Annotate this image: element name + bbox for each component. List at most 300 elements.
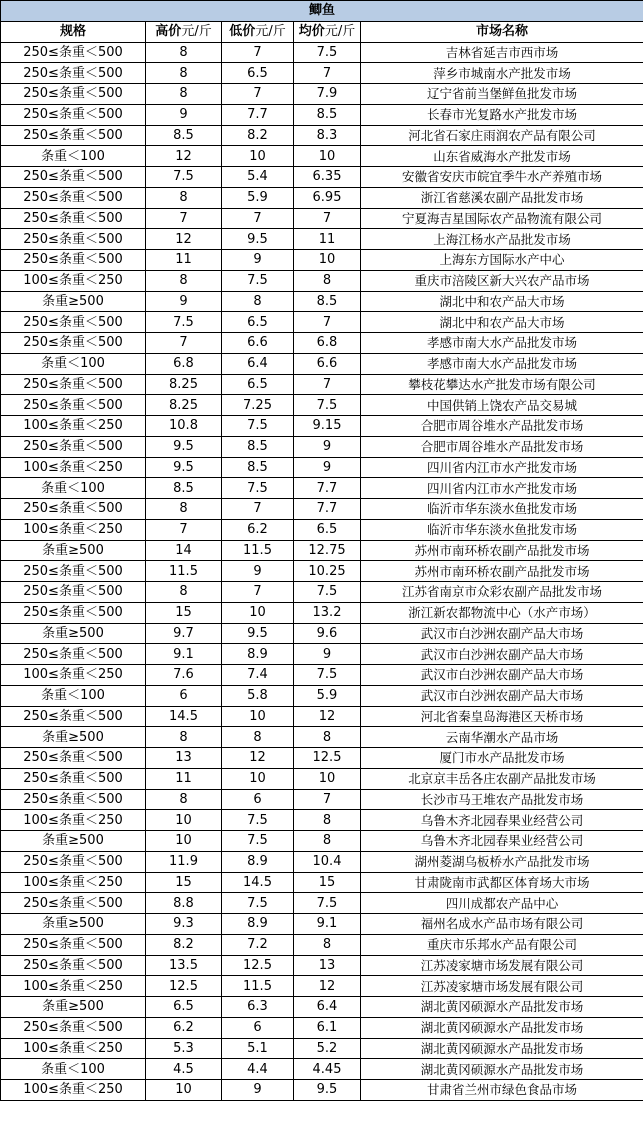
cell-market: 山东省威海水产批发市场: [361, 146, 643, 167]
table-row: [1, 540, 643, 561]
cell-market: 浙江新农都物流中心（水产市场）: [361, 602, 643, 623]
cell-low: 12: [222, 748, 294, 769]
table-row: [1, 997, 643, 1018]
cell-low: 7.5: [222, 478, 294, 499]
cell-avg: 7.7: [294, 499, 361, 520]
cell-high: 9.1: [146, 644, 222, 665]
cell-market: 攀枝花攀达水产批发市场有限公司: [361, 374, 643, 395]
cell-avg: 7.5: [294, 395, 361, 416]
cell-avg: 9.1: [294, 914, 361, 935]
cell-low: 10: [222, 146, 294, 167]
cell-market: 吉林省延吉市西市场: [361, 42, 643, 63]
cell-market: 乌鲁木齐北园春果业经营公司: [361, 831, 643, 852]
cell-high: 11.9: [146, 851, 222, 872]
cell-high: 8.25: [146, 374, 222, 395]
table-row: [1, 893, 643, 914]
cell-spec: 250≤条重＜500: [1, 768, 146, 789]
cell-market: 湖北黄冈硕源水产品批发市场: [361, 1017, 643, 1038]
cell-avg: 6.4: [294, 997, 361, 1018]
cell-spec: 100≤条重＜250: [1, 872, 146, 893]
cell-high: 9: [146, 291, 222, 312]
cell-high: 12: [146, 146, 222, 167]
cell-market: 湖北黄冈硕源水产品批发市场: [361, 1059, 643, 1080]
cell-high: 15: [146, 602, 222, 623]
cell-low: 9.5: [222, 229, 294, 250]
cell-high: 12: [146, 229, 222, 250]
cell-spec: 250≤条重＜500: [1, 63, 146, 84]
cell-market: 福州名成水产品市场有限公司: [361, 914, 643, 935]
table-row: [1, 499, 643, 520]
cell-low: 6.2: [222, 519, 294, 540]
cell-market: 河北省秦皇岛海港区天桥市场: [361, 706, 643, 727]
cell-spec: 250≤条重＜500: [1, 789, 146, 810]
header-low-label: 低价: [229, 24, 256, 40]
table-row: [1, 976, 643, 997]
cell-high: 9: [146, 104, 222, 125]
table-row: [1, 104, 643, 125]
table-row: [1, 561, 643, 582]
cell-market: 武汉市白沙洲农副产品大市场: [361, 665, 643, 686]
cell-avg: 10: [294, 146, 361, 167]
cell-avg: 8: [294, 727, 361, 748]
cell-spec: 250≤条重＜500: [1, 934, 146, 955]
cell-high: 7: [146, 519, 222, 540]
cell-avg: 6.5: [294, 519, 361, 540]
cell-market: 重庆市乐邦水产品有限公司: [361, 934, 643, 955]
cell-high: 11: [146, 250, 222, 271]
cell-low: 5.1: [222, 1038, 294, 1059]
cell-low: 6.3: [222, 997, 294, 1018]
table-row: [1, 955, 643, 976]
table-row: [1, 831, 643, 852]
cell-low: 9: [222, 1080, 294, 1101]
header-avg-unit: 元/斤: [324, 24, 356, 40]
table-row: [1, 1017, 643, 1038]
cell-low: 4.4: [222, 1059, 294, 1080]
cell-low: 14.5: [222, 872, 294, 893]
cell-market: 河北省石家庄雨润农产品有限公司: [361, 125, 643, 146]
cell-high: 8: [146, 789, 222, 810]
table-row: [1, 623, 643, 644]
cell-low: 5.8: [222, 685, 294, 706]
cell-low: 7.2: [222, 934, 294, 955]
cell-spec: 250≤条重＜500: [1, 748, 146, 769]
table-row: [1, 270, 643, 291]
table-row: [1, 810, 643, 831]
table-row: [1, 872, 643, 893]
table-row: [1, 1038, 643, 1059]
cell-low: 7.5: [222, 416, 294, 437]
cell-spec: 250≤条重＜500: [1, 436, 146, 457]
cell-avg: 7.9: [294, 84, 361, 105]
cell-spec: 100≤条重＜250: [1, 810, 146, 831]
cell-low: 7.5: [222, 810, 294, 831]
table-row: [1, 934, 643, 955]
table-row: [1, 914, 643, 935]
cell-high: 8: [146, 42, 222, 63]
header-market: 市场名称: [361, 21, 643, 42]
cell-spec: 250≤条重＜500: [1, 229, 146, 250]
table-row: [1, 478, 643, 499]
cell-high: 9.5: [146, 457, 222, 478]
cell-high: 8: [146, 63, 222, 84]
cell-low: 10: [222, 768, 294, 789]
table-row: [1, 706, 643, 727]
table-row: [1, 167, 643, 188]
table-row: [1, 457, 643, 478]
table-row: [1, 582, 643, 603]
cell-market: 宁夏海吉星国际农产品物流有限公司: [361, 208, 643, 229]
cell-spec: 250≤条重＜500: [1, 374, 146, 395]
cell-spec: 条重≥500: [1, 914, 146, 935]
header-high-unit: 元/斤: [181, 24, 212, 40]
cell-high: 15: [146, 872, 222, 893]
cell-high: 10: [146, 1080, 222, 1101]
cell-spec: 250≤条重＜500: [1, 104, 146, 125]
table-row: [1, 333, 643, 354]
cell-low: 9.5: [222, 623, 294, 644]
cell-avg: 8: [294, 270, 361, 291]
cell-avg: 10.4: [294, 851, 361, 872]
table-row: [1, 665, 643, 686]
cell-market: 四川省内江市水产批发市场: [361, 478, 643, 499]
table-row: [1, 436, 643, 457]
cell-spec: 250≤条重＜500: [1, 561, 146, 582]
cell-high: 7.5: [146, 167, 222, 188]
header-high: [146, 21, 222, 42]
cell-high: 7.5: [146, 312, 222, 333]
cell-high: 9.3: [146, 914, 222, 935]
cell-avg: 9: [294, 644, 361, 665]
cell-high: 5.3: [146, 1038, 222, 1059]
cell-avg: 5.9: [294, 685, 361, 706]
cell-spec: 条重＜100: [1, 353, 146, 374]
cell-avg: 7: [294, 374, 361, 395]
cell-low: 10: [222, 602, 294, 623]
cell-spec: 250≤条重＜500: [1, 582, 146, 603]
cell-high: 14.5: [146, 706, 222, 727]
table-row: [1, 644, 643, 665]
cell-spec: 250≤条重＜500: [1, 644, 146, 665]
cell-low: 7: [222, 208, 294, 229]
cell-high: 11.5: [146, 561, 222, 582]
cell-low: 8.2: [222, 125, 294, 146]
cell-spec: 条重≥500: [1, 623, 146, 644]
cell-avg: 10: [294, 768, 361, 789]
cell-high: 14: [146, 540, 222, 561]
cell-spec: 250≤条重＜500: [1, 84, 146, 105]
cell-avg: 7.5: [294, 42, 361, 63]
cell-high: 6: [146, 685, 222, 706]
cell-low: 7: [222, 84, 294, 105]
cell-high: 7: [146, 333, 222, 354]
cell-market: 上海东方国际水产中心: [361, 250, 643, 271]
cell-market: 长春市光复路水产批发市场: [361, 104, 643, 125]
cell-low: 7.5: [222, 270, 294, 291]
cell-avg: 4.45: [294, 1059, 361, 1080]
header-row: [1, 21, 643, 42]
cell-high: 8: [146, 582, 222, 603]
cell-avg: 9.15: [294, 416, 361, 437]
cell-high: 8: [146, 727, 222, 748]
cell-low: 8.9: [222, 644, 294, 665]
cell-avg: 11: [294, 229, 361, 250]
cell-avg: 12.5: [294, 748, 361, 769]
table-row: [1, 685, 643, 706]
title-row: [1, 1, 643, 22]
cell-avg: 13: [294, 955, 361, 976]
cell-low: 8: [222, 291, 294, 312]
cell-market: 北京京丰岳各庄农副产品批发市场: [361, 768, 643, 789]
cell-spec: 250≤条重＜500: [1, 1017, 146, 1038]
cell-market: 临沂市华东淡水鱼批发市场: [361, 499, 643, 520]
cell-spec: 250≤条重＜500: [1, 499, 146, 520]
table-row: [1, 748, 643, 769]
table-row: [1, 768, 643, 789]
cell-low: 7.5: [222, 831, 294, 852]
cell-low: 6: [222, 789, 294, 810]
cell-market: 甘肃陇南市武都区体育场大市场: [361, 872, 643, 893]
cell-avg: 9.5: [294, 1080, 361, 1101]
cell-low: 7: [222, 499, 294, 520]
cell-avg: 7.5: [294, 893, 361, 914]
cell-low: 9: [222, 250, 294, 271]
header-high-label: 高价: [155, 24, 182, 40]
table-row: [1, 208, 643, 229]
table-row: [1, 146, 643, 167]
cell-high: 8.8: [146, 893, 222, 914]
cell-market: 安徽省安庆市皖宜季牛水产养殖市场: [361, 167, 643, 188]
cell-high: 6.2: [146, 1017, 222, 1038]
cell-avg: 9: [294, 457, 361, 478]
cell-high: 13.5: [146, 955, 222, 976]
cell-spec: 250≤条重＜500: [1, 42, 146, 63]
cell-high: 6.5: [146, 997, 222, 1018]
cell-spec: 100≤条重＜250: [1, 976, 146, 997]
header-low-unit: 元/斤: [255, 24, 286, 40]
cell-high: 8.2: [146, 934, 222, 955]
cell-market: 湖北黄冈硕源水产品批发市场: [361, 997, 643, 1018]
cell-avg: 8: [294, 934, 361, 955]
cell-market: 乌鲁木齐北园春果业经营公司: [361, 810, 643, 831]
table-row: [1, 42, 643, 63]
cell-low: 12.5: [222, 955, 294, 976]
cell-market: 四川省内江市水产批发市场: [361, 457, 643, 478]
cell-market: 湖北中和农产品大市场: [361, 312, 643, 333]
cell-avg: 6.35: [294, 167, 361, 188]
table-row: [1, 1059, 643, 1080]
cell-spec: 条重＜100: [1, 146, 146, 167]
cell-low: 9: [222, 561, 294, 582]
cell-market: 长沙市马王堆农产品批发市场: [361, 789, 643, 810]
cell-high: 7.6: [146, 665, 222, 686]
cell-low: 6.5: [222, 63, 294, 84]
cell-market: 孝感市南大水产品批发市场: [361, 353, 643, 374]
cell-low: 7.7: [222, 104, 294, 125]
cell-avg: 12: [294, 976, 361, 997]
table-row: [1, 416, 643, 437]
cell-low: 11.5: [222, 540, 294, 561]
cell-avg: 8.5: [294, 291, 361, 312]
cell-avg: 6.95: [294, 187, 361, 208]
cell-high: 8: [146, 187, 222, 208]
cell-market: 武汉市白沙洲农副产品大市场: [361, 644, 643, 665]
cell-high: 8.25: [146, 395, 222, 416]
cell-spec: 条重＜100: [1, 478, 146, 499]
cell-high: 8: [146, 84, 222, 105]
header-avg: [294, 21, 361, 42]
cell-high: 8: [146, 499, 222, 520]
cell-avg: 6.6: [294, 353, 361, 374]
cell-avg: 12.75: [294, 540, 361, 561]
cell-spec: 250≤条重＜500: [1, 250, 146, 271]
cell-low: 6.4: [222, 353, 294, 374]
cell-spec: 100≤条重＜250: [1, 457, 146, 478]
header-low: [222, 21, 294, 42]
cell-spec: 100≤条重＜250: [1, 665, 146, 686]
cell-market: 浙江省慈溪农副产品批发市场: [361, 187, 643, 208]
cell-avg: 6.1: [294, 1017, 361, 1038]
cell-market: 湖州菱湖乌板桥水产品批发市场: [361, 851, 643, 872]
cell-market: 江苏凌家塘市场发展有限公司: [361, 976, 643, 997]
cell-low: 11.5: [222, 976, 294, 997]
cell-low: 7.25: [222, 395, 294, 416]
cell-avg: 7: [294, 208, 361, 229]
table-row: [1, 250, 643, 271]
cell-market: 厦门市水产品批发市场: [361, 748, 643, 769]
cell-high: 10: [146, 831, 222, 852]
cell-market: 孝感市南大水产品批发市场: [361, 333, 643, 354]
cell-low: 6.5: [222, 374, 294, 395]
table-row: [1, 312, 643, 333]
cell-low: 8.9: [222, 851, 294, 872]
cell-avg: 8: [294, 831, 361, 852]
cell-avg: 8.3: [294, 125, 361, 146]
cell-low: 5.9: [222, 187, 294, 208]
cell-spec: 条重≥500: [1, 997, 146, 1018]
table-row: [1, 84, 643, 105]
cell-avg: 9: [294, 436, 361, 457]
cell-high: 9.5: [146, 436, 222, 457]
cell-spec: 250≤条重＜500: [1, 208, 146, 229]
cell-low: 10: [222, 706, 294, 727]
cell-low: 7: [222, 582, 294, 603]
cell-high: 11: [146, 768, 222, 789]
table-row: [1, 851, 643, 872]
cell-market: 重庆市涪陵区新大兴农产品市场: [361, 270, 643, 291]
cell-spec: 250≤条重＜500: [1, 187, 146, 208]
cell-avg: 12: [294, 706, 361, 727]
cell-high: 10: [146, 810, 222, 831]
cell-market: 江苏省南京市众彩农副产品批发市场: [361, 582, 643, 603]
cell-market: 武汉市白沙洲农副产品大市场: [361, 623, 643, 644]
cell-market: 苏州市南环桥农副产品批发市场: [361, 540, 643, 561]
cell-avg: 7: [294, 312, 361, 333]
cell-market: 中国供销上饶农产品交易城: [361, 395, 643, 416]
cell-spec: 250≤条重＜500: [1, 312, 146, 333]
cell-avg: 10.25: [294, 561, 361, 582]
table-row: [1, 1080, 643, 1101]
cell-high: 7: [146, 208, 222, 229]
table-row: [1, 519, 643, 540]
cell-low: 5.4: [222, 167, 294, 188]
cell-market: 湖北黄冈硕源水产品批发市场: [361, 1038, 643, 1059]
cell-avg: 15: [294, 872, 361, 893]
cell-market: 四川成都农产品中心: [361, 893, 643, 914]
cell-high: 8: [146, 270, 222, 291]
cell-market: 苏州市南环桥农副产品批发市场: [361, 561, 643, 582]
cell-spec: 250≤条重＜500: [1, 851, 146, 872]
cell-spec: 250≤条重＜500: [1, 955, 146, 976]
cell-spec: 250≤条重＜500: [1, 167, 146, 188]
cell-low: 8.5: [222, 457, 294, 478]
cell-market: 上海江杨水产品批发市场: [361, 229, 643, 250]
table-row: [1, 187, 643, 208]
cell-market: 武汉市白沙洲农副产品大市场: [361, 685, 643, 706]
cell-low: 7.5: [222, 893, 294, 914]
table-row: [1, 374, 643, 395]
table-row: [1, 125, 643, 146]
cell-spec: 100≤条重＜250: [1, 270, 146, 291]
cell-market: 江苏凌家塘市场发展有限公司: [361, 955, 643, 976]
cell-market: 湖北中和农产品大市场: [361, 291, 643, 312]
cell-spec: 250≤条重＜500: [1, 395, 146, 416]
cell-spec: 250≤条重＜500: [1, 893, 146, 914]
cell-low: 8.9: [222, 914, 294, 935]
cell-low: 6.5: [222, 312, 294, 333]
cell-high: 4.5: [146, 1059, 222, 1080]
cell-spec: 250≤条重＜500: [1, 125, 146, 146]
cell-market: 云南华潮水产品市场: [361, 727, 643, 748]
cell-spec: 100≤条重＜250: [1, 416, 146, 437]
cell-spec: 条重＜100: [1, 685, 146, 706]
cell-avg: 8.5: [294, 104, 361, 125]
table-row: [1, 229, 643, 250]
cell-market: 辽宁省前当堡鲜鱼批发市场: [361, 84, 643, 105]
header-avg-label: 均价: [298, 24, 325, 40]
cell-avg: 7: [294, 789, 361, 810]
table-title: 鲫鱼: [1, 1, 643, 22]
cell-avg: 5.2: [294, 1038, 361, 1059]
cell-spec: 250≤条重＜500: [1, 706, 146, 727]
cell-avg: 7.5: [294, 582, 361, 603]
cell-spec: 条重＜100: [1, 1059, 146, 1080]
cell-market: 合肥市周谷堆水产品批发市场: [361, 416, 643, 437]
cell-spec: 条重≥500: [1, 831, 146, 852]
cell-high: 6.8: [146, 353, 222, 374]
cell-market: 合肥市周谷堆水产品批发市场: [361, 436, 643, 457]
cell-low: 8.5: [222, 436, 294, 457]
cell-high: 13: [146, 748, 222, 769]
cell-low: 7: [222, 42, 294, 63]
cell-spec: 100≤条重＜250: [1, 1080, 146, 1101]
cell-avg: 8: [294, 810, 361, 831]
table-row: [1, 63, 643, 84]
cell-avg: 7.5: [294, 665, 361, 686]
cell-spec: 250≤条重＜500: [1, 333, 146, 354]
cell-spec: 250≤条重＜500: [1, 602, 146, 623]
cell-avg: 9.6: [294, 623, 361, 644]
cell-high: 8.5: [146, 478, 222, 499]
cell-spec: 条重≥500: [1, 540, 146, 561]
cell-high: 10.8: [146, 416, 222, 437]
cell-market: 萍乡市城南水产批发市场: [361, 63, 643, 84]
cell-avg: 10: [294, 250, 361, 271]
table-row: [1, 353, 643, 374]
table-row: [1, 789, 643, 810]
cell-high: 12.5: [146, 976, 222, 997]
cell-avg: 6.8: [294, 333, 361, 354]
